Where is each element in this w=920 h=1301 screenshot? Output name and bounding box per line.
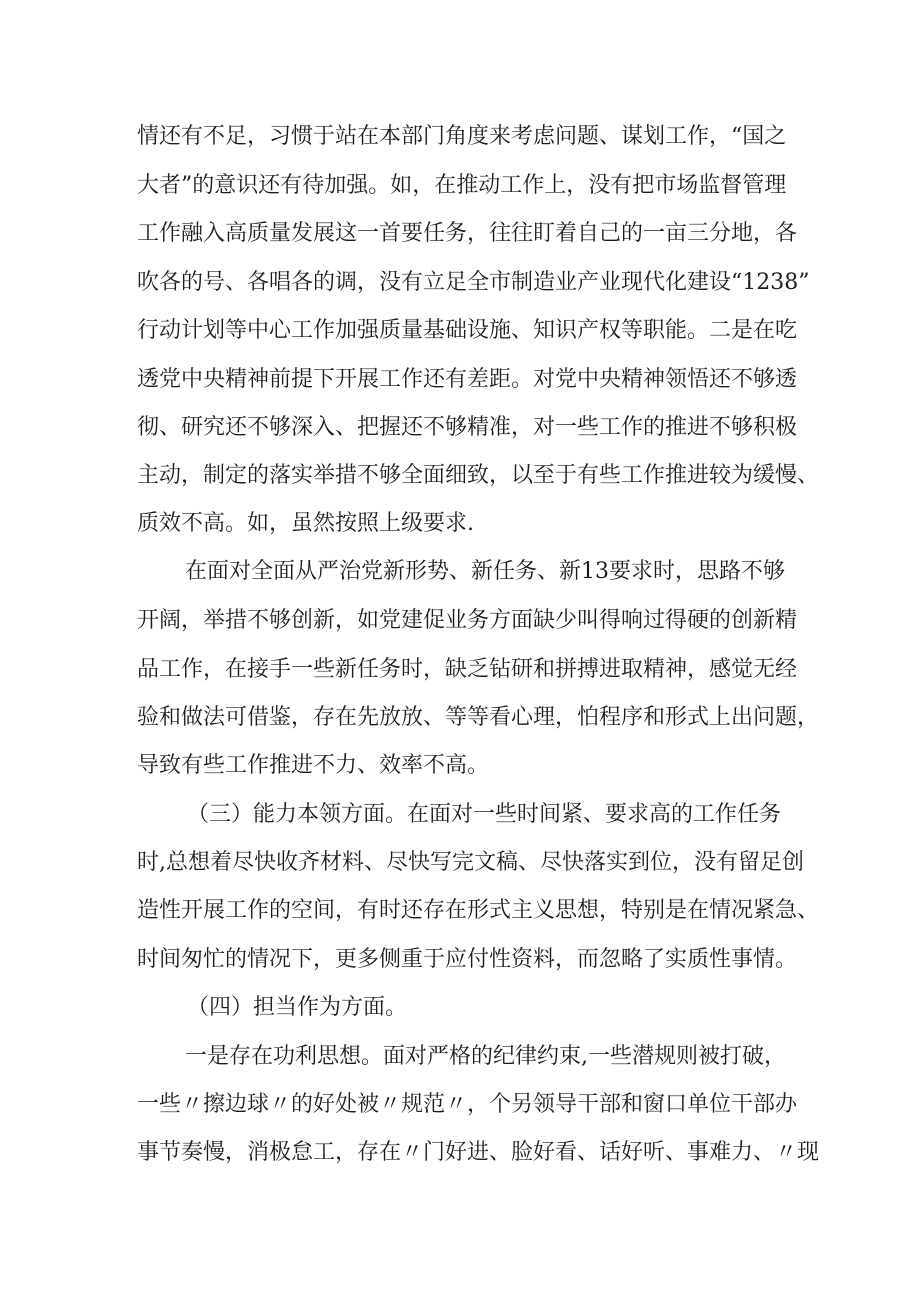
text-line: 时间匆忙的情况下，更多侧重于应付性资料，而忽略了实质性事情。 [137,947,798,972]
text-line: 时,总想着尽快收齐材料、尽快写完文稿、尽快落实到位，没有留足创 [137,850,804,875]
text-line: 一是存在功利思想。面对严格的纪律约束,一些潜规则被打破， [185,1044,786,1069]
text-line: 验和做法可借鉴，存在先放放、等等看心理，怕程序和形式上出问题， [137,705,820,730]
text-line: 大者”的意识还有待加强。如，在推动工作上，没有把市场监督管理 [137,173,787,198]
text-line: 行动计划等中心工作加强质量基础设施、知识产权等职能。二是在吃 [137,318,798,343]
text-line: 吹各的号、各唱各的调，没有立足全市制造业产业现代化建设“1238” [137,270,810,295]
text-line: 主动，制定的落实举措不够全面细致，以至于有些工作推进较为缓慢、 [137,463,820,488]
text-line: 质效不高。如，虽然按照上级要求. [137,511,474,536]
text-line: 造性开展工作的空间，有时还存在形式主义思想，特别是在情况紧急、 [137,898,820,923]
text-line: 在面对全面从严治党新形势、新任务、新13要求时，思路不够 [185,559,785,584]
section-heading: （三）能力本领方面。在面对一些时间紧、要求高的工作任务 [187,802,782,827]
text-line: 情还有不足，习惯于站在本部门角度来考虑问题、谋划工作，“国之 [137,124,787,149]
text-line: 工作融入高质量发展这一首要任务，往往盯着自己的一亩三分地，各 [137,221,798,246]
text-line: 开阔，举措不够创新，如党建促业务方面缺少叫得响过得硬的创新精 [137,608,798,633]
text-line: 一些〃擦边球〃的好处被〃规范〃，个另领导干部和窗口单位干部办 [137,1092,798,1117]
text-line: 品工作，在接手一些新任务时，缺乏钻研和拼搏进取精神，感觉无经 [137,657,798,682]
section-heading: （四）担当作为方面。 [187,995,408,1020]
text-line: 导致有些工作推进不力、效率不高。 [137,753,490,778]
text-line: 透党中央精神前提下开展工作还有差距。对党中央精神领悟还不够透 [137,367,798,392]
text-line: 彻、研究还不够深入、把握还不够精准，对一些工作的推进不够积极 [137,415,798,440]
text-line: 事节奏慢，消极怠工，存在〃门好进、脸好看、话好听、事难力、〃现 [137,1140,820,1165]
